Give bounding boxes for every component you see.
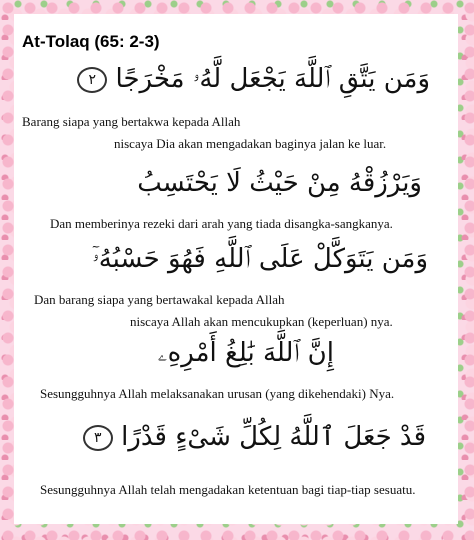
arabic-verse-4: إِنَّ ٱللَّهَ بَٰلِغُ أَمْرِهِۦ <box>157 338 334 368</box>
translation-line-3: Dan memberinya rezeki dari arah yang tiada disangka-sangkanya. <box>50 216 393 231</box>
ayah-number-mark: ٣ <box>83 425 113 451</box>
translation-line-4: Dan barang siapa yang bertawakal kepada Allah <box>34 292 285 307</box>
arabic-text: وَمَن يَتَّقِ ٱللَّهَ يَجْعَل لَّهُۥ مَخْرَجًا <box>115 64 430 94</box>
arabic-verse-1 <box>73 64 430 95</box>
translation-line-1: Barang siapa yang bertakwa kepada Allah <box>22 114 241 129</box>
surah-title: At-Tolaq (65: 2-3) <box>22 32 160 51</box>
translation-line-7: Sesungguhnya Allah telah mengadakan ketentuan bagi tiap-tiap sesuatu. <box>40 482 416 497</box>
ayah-number-mark: ٢ <box>77 67 107 93</box>
translation-line-5: niscaya Allah akan mencukupkan (keperluan) nya. <box>130 314 393 329</box>
arabic-text: قَدْ جَعَلَ ٱللَّهُ لِكُلِّ شَىْءٍ قَدْرًا <box>121 422 426 452</box>
arabic-verse-3: وَمَن يَتَوَكَّلْ عَلَى ٱللَّهِ فَهُوَ حَسْبُهُۥٓ <box>92 244 428 274</box>
arabic-verse-2: وَيَرْزُقْهُ مِنْ حَيْثُ لَا يَحْتَسِبُ <box>137 168 422 198</box>
arabic-verse-5 <box>79 422 426 452</box>
translation-line-2: niscaya Dia akan mengadakan baginya jalan ke luar. <box>114 136 387 151</box>
translation-line-6: Sesungguhnya Allah melaksanakan urusan (yang dikehendaki) Nya. <box>40 386 395 401</box>
